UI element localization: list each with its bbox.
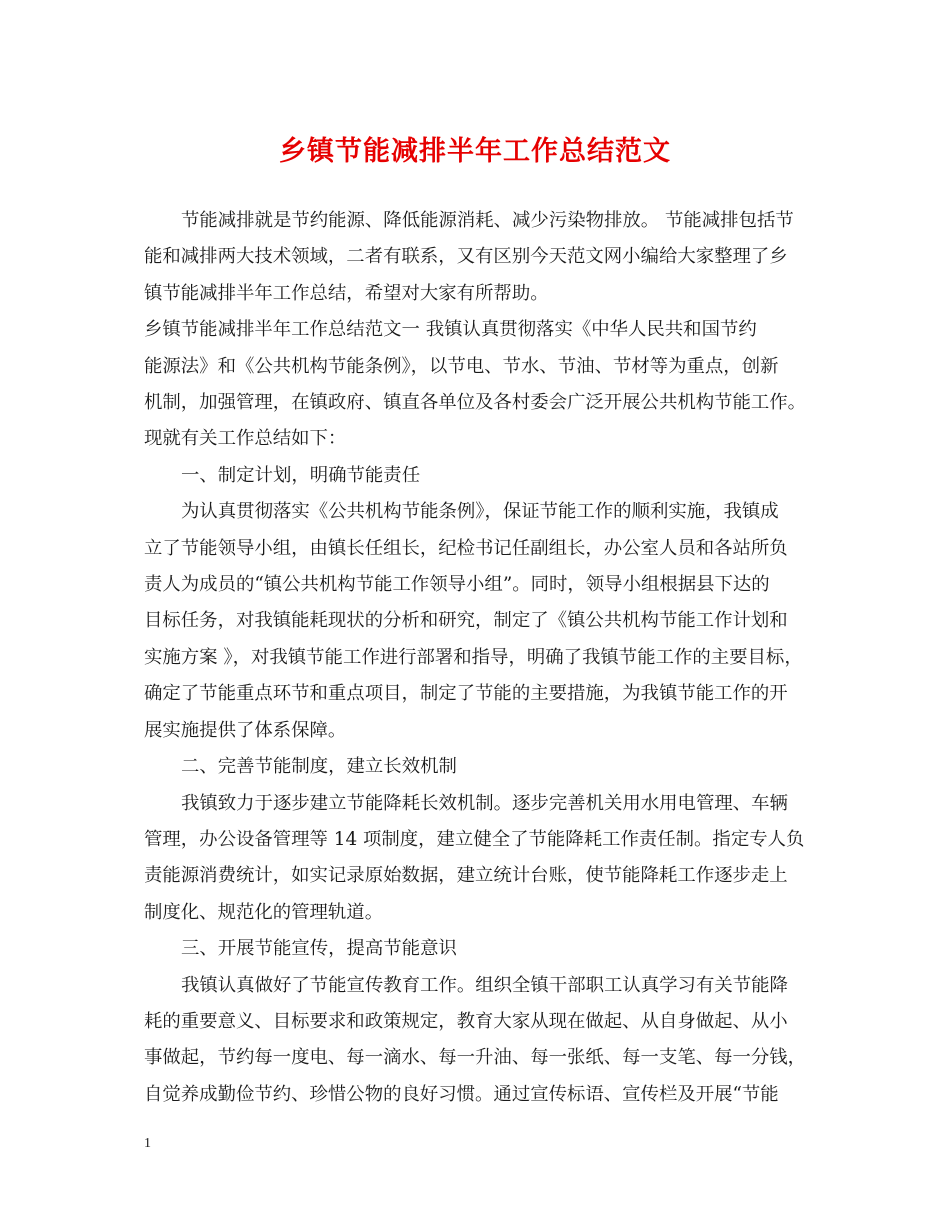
text-line: 镇节能减排半年工作总结，希望对大家有所帮助。 xyxy=(144,282,549,304)
text-line: 一、制定计划，明确节能责任 xyxy=(181,464,421,486)
text-line: 责能源消费统计，如实记录原始数据，建立统计台账，使节能降耗工作逐步走上 xyxy=(144,865,788,887)
text-line: 能和减排两大技术领域，二者有联系，又有区别今天范文网小编给大家整理了乡 xyxy=(144,246,788,268)
text-line: 事做起，节约每一度电、每一滴水、每一升油、每一张纸、每一支笔、每一分钱， xyxy=(144,1047,807,1069)
text-line: 展实施提供了体系保障。 xyxy=(144,719,347,741)
text-line: 二、完善节能制度，建立长效机制 xyxy=(181,756,457,778)
text-line: 我镇认真做好了节能宣传教育工作。组织全镇干部职工认真学习有关节能降 xyxy=(181,974,788,996)
text-line: 能源法》和《公共机构节能条例》，以节电、节水、节油、节材等为重点，创新 xyxy=(144,355,779,377)
text-line: 为认真贯彻落实《公共机构节能条例》，保证节能工作的顺利实施，我镇成 xyxy=(181,501,779,523)
text-line: 目标任务，对我镇能耗现状的分析和研究，制定了《镇公共机构节能工作计划和 xyxy=(144,610,788,632)
text-line: 管理，办公设备管理等 14 项制度，建立健全了节能降耗工作责任制。指定专人负 xyxy=(144,828,805,850)
text-line: 自觉养成勤俭节约、珍惜公物的良好习惯。通过宣传标语、宣传栏及开展“节能 xyxy=(144,1083,779,1105)
text-line: 立了节能领导小组，由镇长任组长，纪检书记任副组长，办公室人员和各站所负 xyxy=(144,537,788,559)
text-line: 确定了节能重点环节和重点项目，制定了节能的主要措施，为我镇节能工作的开 xyxy=(144,683,788,705)
text-line: 机制，加强管理，在镇政府、镇直各单位及各村委会广泛开展公共机构节能工作。 xyxy=(144,392,807,414)
text-line: 我镇致力于逐步建立节能降耗长效机制。逐步完善机关用水用电管理、车辆 xyxy=(181,792,788,814)
text-line: 节能减排就是节约能源、降低能源消耗、减少污染物排放。 节能减排包括节 xyxy=(181,210,794,231)
text-line: 责人为成员的“镇公共机构节能工作领导小组”。同时，领导小组根据县下达的 xyxy=(144,574,770,596)
text-line: 三、开展节能宣传，提高节能意识 xyxy=(181,938,457,960)
page-number: 1 xyxy=(144,1136,151,1151)
document-title: 乡镇节能减排半年工作总结范文 xyxy=(279,136,671,167)
text-line: 制度化、规范化的管理轨道。 xyxy=(144,901,384,923)
text-line: 实施方案 》，对我镇节能工作进行部署和指导，明确了我镇节能工作的主要目标， xyxy=(144,646,803,668)
text-line: 耗的重要意义、目标要求和政策规定，教育大家从现在做起、从自身做起、从小 xyxy=(144,1010,788,1032)
document-body xyxy=(144,203,809,1113)
text-line: 现就有关工作总结如下： xyxy=(144,428,347,450)
text-line: 乡镇节能减排半年工作总结范文一 我镇认真贯彻落实《中华人民共和国节约 xyxy=(144,319,757,341)
